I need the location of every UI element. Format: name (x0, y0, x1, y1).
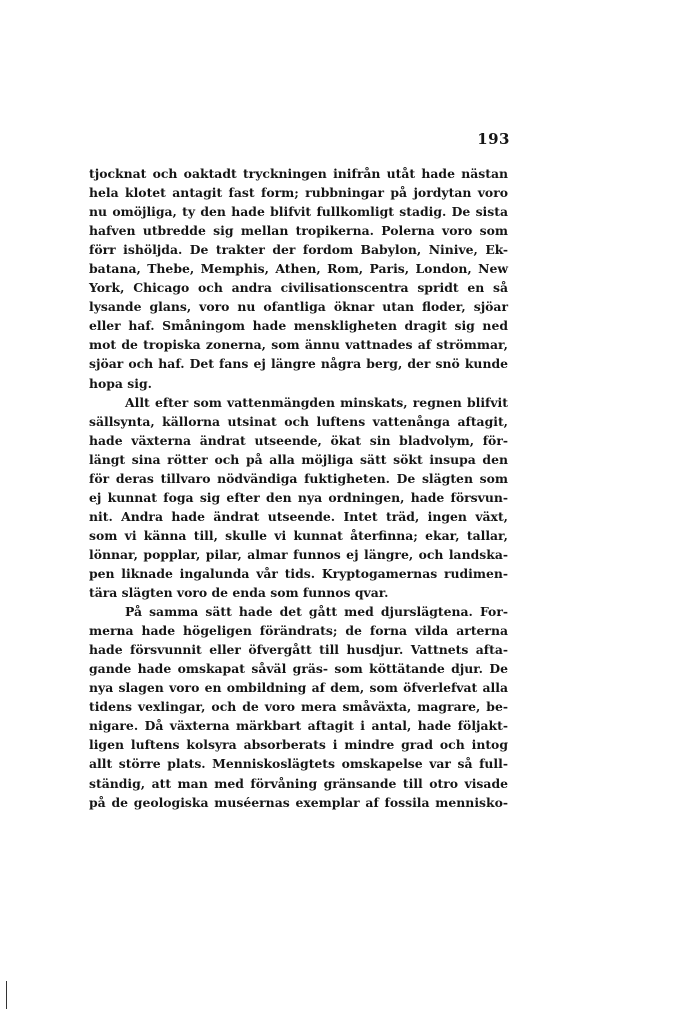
text-line: nigare. Då växterna märkbart aftagit i antal, hade följakt- (89, 718, 508, 734)
text-line: ej kunnat foga sig efter den nya ordningen, hade försvun- (89, 489, 508, 505)
text-line: tjocknat och oaktadt tryckningen inifrån utåt hade nästan (89, 166, 508, 181)
text-line: nu omöjliga, ty den hade blifvit fullkomligt stadig. De sista (89, 204, 508, 220)
text-line: förr ishöljda. De trakter der fordom Babylon, Ninive, Ek- (89, 242, 508, 258)
text-line: nit. Andra hade ändrat utseende. Intet träd, ingen växt, (89, 508, 508, 524)
text-line: batana, Thebe, Memphis, Athen, Rom, Paris, London, New (89, 261, 508, 277)
text-line: York, Chicago och andra civilisationscentra spridt en så (89, 280, 508, 296)
text-line: ligen luftens kolsyra absorberats i mindre grad och intog (89, 737, 508, 753)
paragraph-start-line: På samma sätt hade det gått med djurslägtena. For- (125, 604, 508, 620)
text-line: allt större plats. Menniskoslägtets omskapelse var så full- (89, 756, 508, 772)
text-line: pen liknade ingalunda vår tids. Kryptogamernas rudimen- (89, 565, 508, 581)
text-line: nya slagen voro en ombildning af dem, som öfverlefvat alla (89, 680, 508, 696)
text-line: ständig, att man med förvåning gränsande till otro visade (89, 775, 508, 791)
paragraph-end-line: hopa sig. (89, 375, 152, 391)
text-line: sällsynta, källorna utsinat och luftens vattenånga aftagit, (89, 413, 508, 429)
text-line: lönnar, popplar, pilar, almar funnos ej längre, och landska- (89, 546, 508, 562)
text-line: gande hade omskapat såväl gräs- som köttätande djur. De (89, 661, 508, 677)
text-line: längt sina rötter och på alla möjliga sätt sökt insupa den (89, 451, 508, 467)
text-line: på de geologiska muséernas exemplar af fossila mennisko- (89, 794, 508, 810)
text-line: hafven utbredde sig mellan tropikerna. Polerna voro som (89, 223, 508, 239)
text-line: merna hade högeligen förändrats; de forna vilda arterna (89, 623, 508, 639)
text-line: eller haf. Småningom hade menskligheten dragit sig ned (89, 318, 508, 334)
body-text (89, 164, 508, 812)
text-line: tidens vexlingar, och de voro mera småväxta, magrare, be- (89, 699, 508, 715)
scan-edge-mark (6, 981, 7, 1009)
text-line: som vi känna till, skulle vi kunnat återfinna; ekar, tallar, (89, 527, 508, 543)
text-line: hade växterna ändrat utseende, ökat sin bladvolym, för- (89, 432, 508, 448)
page-number: 193 (477, 130, 510, 148)
text-line: hela klotet antagit fast form; rubbningar på jordytan voro (89, 185, 508, 201)
text-line: mot de tropiska zonerna, som ännu vattnades af strömmar, (89, 337, 508, 353)
text-line: sjöar och haf. Det fans ej längre några berg, der snö kunde (89, 356, 508, 372)
paragraph-start-line: Allt efter som vattenmängden minskats, regnen blifvit (125, 394, 508, 410)
text-line: för deras tillvaro nödvändiga fuktigheten. De slägten som (89, 470, 508, 486)
paragraph-end-line: tära slägten voro de enda som funnos qvar. (89, 585, 389, 601)
text-line: hade försvunnit eller öfvergått till husdjur. Vattnets afta- (89, 642, 508, 658)
text-line: lysande glans, voro nu ofantliga öknar utan floder, sjöar (89, 299, 508, 315)
